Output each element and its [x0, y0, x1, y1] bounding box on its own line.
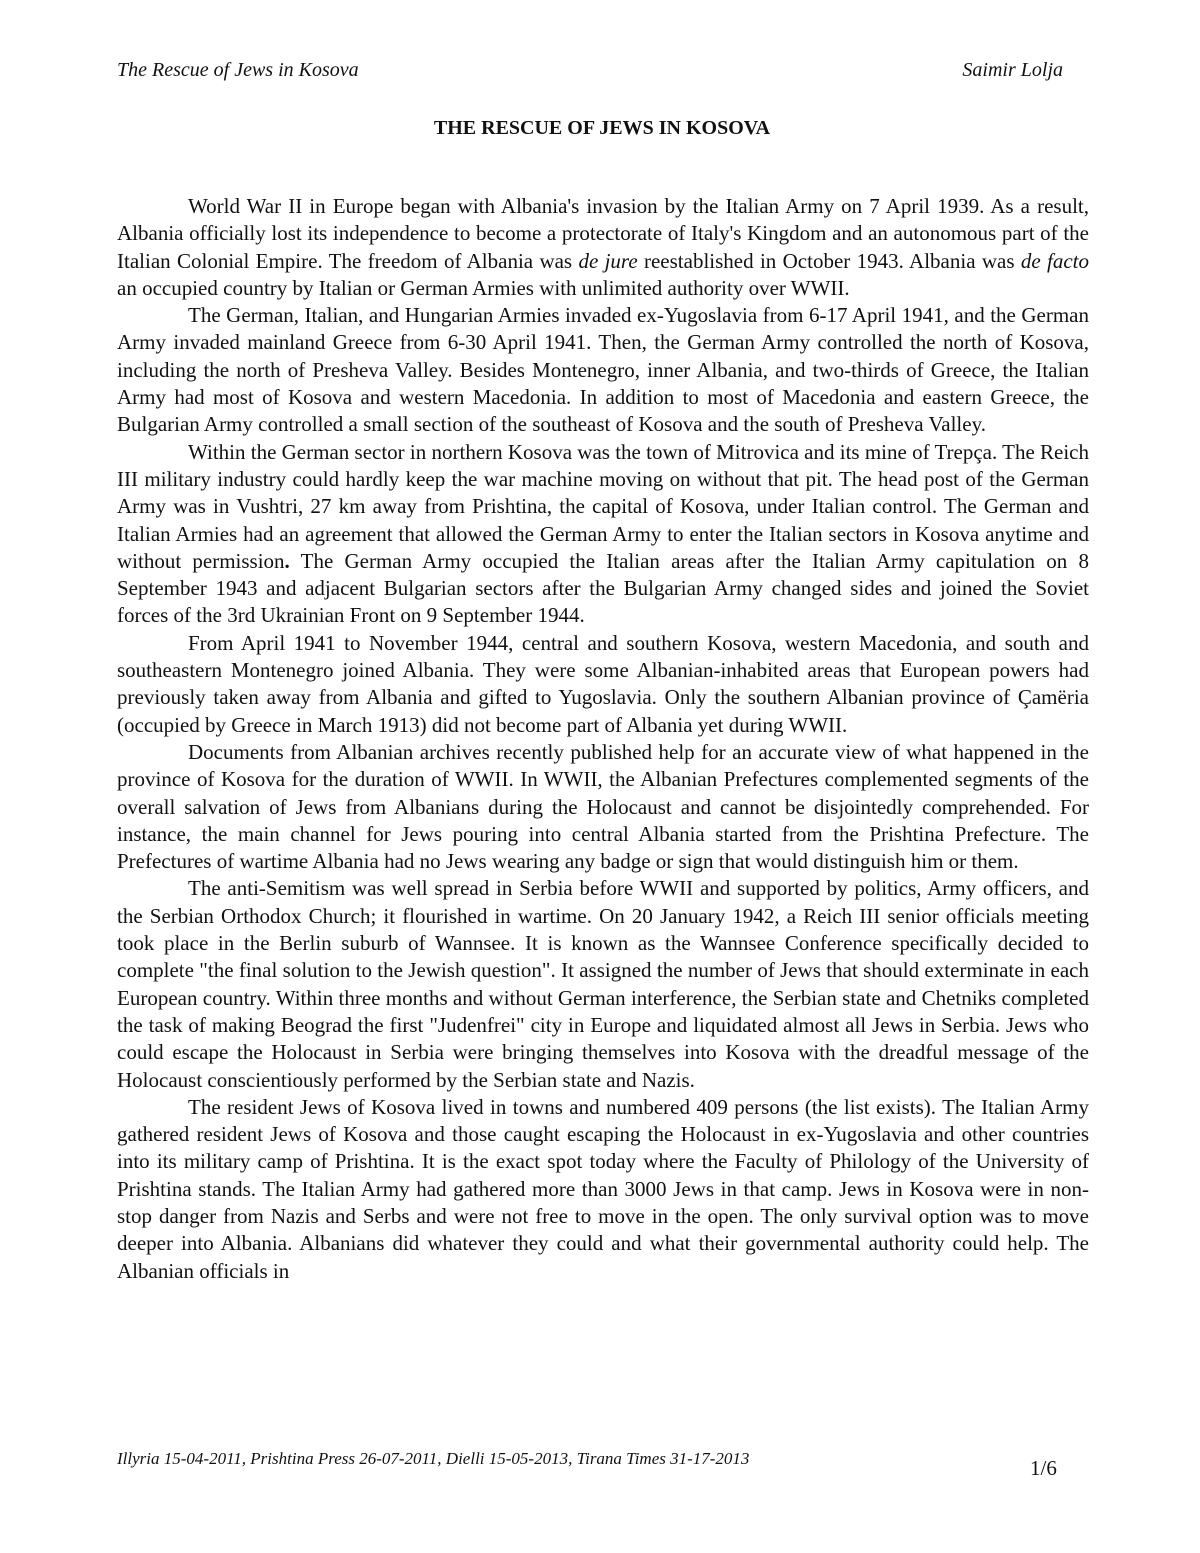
paragraph-5: Documents from Albanian archives recently published help for an accurate view of what happened in the province of Kosova for the duration of WWII. In WWII, the Albanian Prefectures complemented segments of the overall salvation of Jews from Albanians during the Holocaust and cannot be disjointedly comprehended. For instance, the main channel for Jews pouring into central Albania started from the Prishtina Prefecture. The Prefectures of wartime Albania had no Jews wearing any badge or sign that would distinguish him or them.: [117, 739, 1089, 874]
article-body: [117, 193, 1089, 1285]
paragraph-3: Within the German sector in northern Kosova was the town of Mitrovica and its mine of Trepça. The Reich III military industry could hardly keep the war machine moving on without that pit. The head post of the German Army was in Vushtri, 27 km away from Prishtina, the capital of Kosova, under Italian control. The German and Italian Armies had an agreement that allowed the German Army to enter the Italian sectors in Kosova anytime and without permission. The German Army occupied the Italian areas after the Italian Army capitulation on 8 September 1943 and adjacent Bulgarian sectors after the Bulgarian Army changed sides and joined the Soviet forces of the 3rd Ukrainian Front on 9 September 1944.: [117, 439, 1089, 628]
paragraph-6: The anti-Semitism was well spread in Serbia before WWII and supported by politics, Army officers, and the Serbian Orthodox Church; it flourished in wartime. On 20 January 1942, a Reich III senior officials meeting took place in the Berlin suburb of Wannsee. It is known as the Wannsee Conference specifically decided to complete "the final solution to the Jewish question". It assigned the number of Jews that should exterminate in each European country. Within three months and without German interference, the Serbian state and Chetniks completed the task of making Beograd the first "Judenfrei" city in Europe and liquidated almost all Jews in Serbia. Jews who could escape the Holocaust in Serbia were bringing themselves into Kosova with the dreadful message of the Holocaust conscientiously performed by the Serbian state and Nazis.: [117, 876, 1089, 1092]
page-title: THE RESCUE OF JEWS IN KOSOVA: [433, 117, 771, 139]
paragraph-7: The resident Jews of Kosova lived in towns and numbered 409 persons (the list exists). The Italian Army gathered resident Jews of Kosova and those caught escaping the Holocaust in ex-Yugoslavia and other countries into its military camp of Prishtina. It is the exact spot today where the Faculty of Philology of the University of Prishtina stands. The Italian Army had gathered more than 3000 Jews in that camp. Jews in Kosova were in non-stop danger from Nazis and Serbs and were not free to move in the open. The only survival option was to move deeper into Albania. Albanians did whatever they could and what their governmental authority could help. The Albanian officials in: [117, 1094, 1089, 1283]
footer-sources: Illyria 15-04-2011, Prishtina Press 26-07-2011, Dielli 15-05-2013, Tirana Times 31-17-2013: [117, 1449, 750, 1468]
header-title: The Rescue of Jews in Kosova: [117, 59, 359, 81]
page-number: 1/6: [1030, 1456, 1057, 1480]
paragraph-4: From April 1941 to November 1944, central and southern Kosova, western Macedonia, and south and southeastern Montenegro joined Albania. They were some Albanian-inhabited areas that European powers had previously taken away from Albania and gifted to Yugoslavia. Only the southern Albanian province of Çamëria (occupied by Greece in March 1913) did not become part of Albania yet during WWII.: [117, 630, 1089, 737]
paragraph-1: World War II in Europe began with Albania's invasion by the Italian Army on 7 April 1939. As a result, Albania officially lost its independence to become a protectorate of Italy's Kingdom and an autonomous part of the Italian Colonial Empire. The freedom of Albania was de jure reestablished in October 1943. Albania was de facto an occupied country by Italian or German Armies with unlimited authority over WWII.: [117, 194, 1089, 300]
header-author: Saimir Lolja: [962, 59, 1063, 81]
paragraph-2: The German, Italian, and Hungarian Armies invaded ex-Yugoslavia from 6-17 April 1941, and the German Army invaded mainland Greece from 6-30 April 1941. Then, the German Army controlled the north of Kosova, including the north of Presheva Valley. Besides Montenegro, inner Albania, and two-thirds of Greece, the Italian Army had most of Kosova and western Macedonia. In addition to most of Macedonia and eastern Greece, the Bulgarian Army controlled a small section of the southeast of Kosova and the south of Presheva Valley.: [117, 303, 1089, 437]
